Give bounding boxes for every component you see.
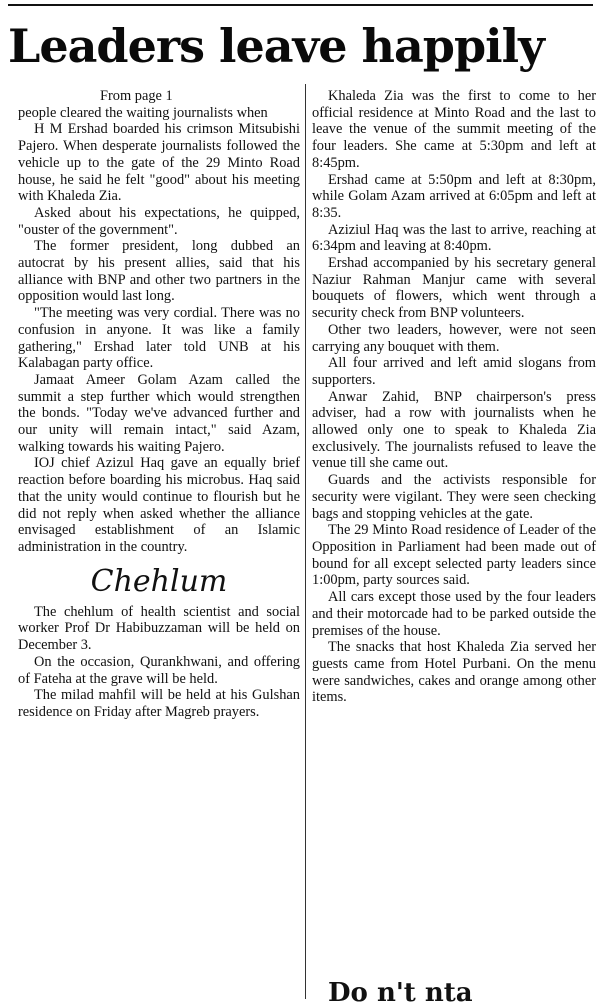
article-paragraph: Asked about his expectations, he quipped, "ouster of the government". <box>18 204 300 238</box>
article-paragraph: Other two leaders, however, were not seen carrying any bouquet with them. <box>312 321 596 355</box>
article-paragraph: Aziziul Haq was the last to arrive, reaching at 6:34pm and leaving at 8:40pm. <box>312 221 596 255</box>
article-paragraph: The 29 Minto Road residence of Leader of the Opposition in Parliament had been made out of bound for all except selected party leaders since 1:00pm, party sources said. <box>312 522 596 589</box>
top-rule <box>8 4 593 6</box>
left-column <box>18 88 300 721</box>
headline: Leaders leave happily <box>8 19 544 73</box>
article-paragraph: IOJ chief Azizul Haq gave an equally brief reaction before boarding his microbus. Haq said that the unity would continue to flourish but he did not reply when asked whether the alliance envisaged establishment of an Islamic administration in the country. <box>18 455 300 555</box>
article-paragraph: Anwar Zahid, BNP chairperson's press adviser, had a row with journalists when he allowed only one to speak to Khaleda Zia exclusively. The journalists refused to leave the venue till she came out. <box>312 388 596 472</box>
article-paragraph: Ershad came at 5:50pm and left at 8:30pm, while Golam Azam arrived at 6:05pm and left at 8:35. <box>312 171 596 221</box>
chehlum-paragraph: On the occasion, Qurankhwani, and offering of Fateha at the grave will be held. <box>18 653 300 687</box>
article-paragraph: H M Ershad boarded his crimson Mitsubishi Pajero. When desperate journalists followed the vehicle up to the gate of the 29 Minto Road house, he said he felt "good" about his meeting with Khaleda Zia. <box>18 121 300 205</box>
chehlum-subhead: Chehlum <box>90 563 228 599</box>
article-paragraph: people cleared the waiting journalists when <box>18 104 268 121</box>
article-paragraph: All four arrived and left amid slogans from supporters. <box>312 355 596 388</box>
from-page-label: From page 1 <box>100 88 173 104</box>
chehlum-paragraph: The milad mahfil will be held at his Gulshan residence on Friday after Magreb prayers. <box>18 687 300 720</box>
article-paragraph: Ershad accompanied by his secretary general Naziur Rahman Manjur came with several bouquets of flowers, which went through a security check from BNP volunteers. <box>312 255 596 322</box>
next-article-teaser <box>312 978 596 1008</box>
article-paragraph: Guards and the activists responsible for security were vigilant. They were seen checking bags and stopping vehicles at the gate. <box>312 472 596 522</box>
next-article-headline: Do n't nta <box>328 978 473 1008</box>
article-paragraph: The former president, long dubbed an autocrat by his present allies, said that his alliance with BNP and other two partners in the opposition would last long. <box>18 238 300 305</box>
article-paragraph: All cars except those used by the four leaders and their motorcade had to be parked outside the premises of the house. <box>312 589 596 639</box>
column-divider <box>305 84 306 999</box>
article-paragraph: Jamaat Ameer Golam Azam called the summit a step further which would strengthen the bonds. "Today we've advanced further and our unity will remain intact," said Azam, walking towards his waiting Pajero. <box>18 371 300 455</box>
chehlum-paragraph: The chehlum of health scientist and social worker Prof Dr Habibuzzaman will be held on December 3. <box>18 603 300 654</box>
right-column <box>312 88 596 706</box>
article-paragraph: The snacks that host Khaleda Zia served her guests came from Hotel Purbani. On the menu were sandwiches, cakes and orange among other items. <box>312 639 596 706</box>
article-paragraph: Khaleda Zia was the first to come to her official residence at Minto Road and the last to leave the venue of the summit meeting of the four leaders. She came at 5:30pm and left at 8:45pm. <box>312 88 596 171</box>
article-paragraph: "The meeting was very cordial. There was no confusion in anyone. It was like a family gathering," Ershad later told UNB at his Kalabagan party office. <box>18 305 300 372</box>
